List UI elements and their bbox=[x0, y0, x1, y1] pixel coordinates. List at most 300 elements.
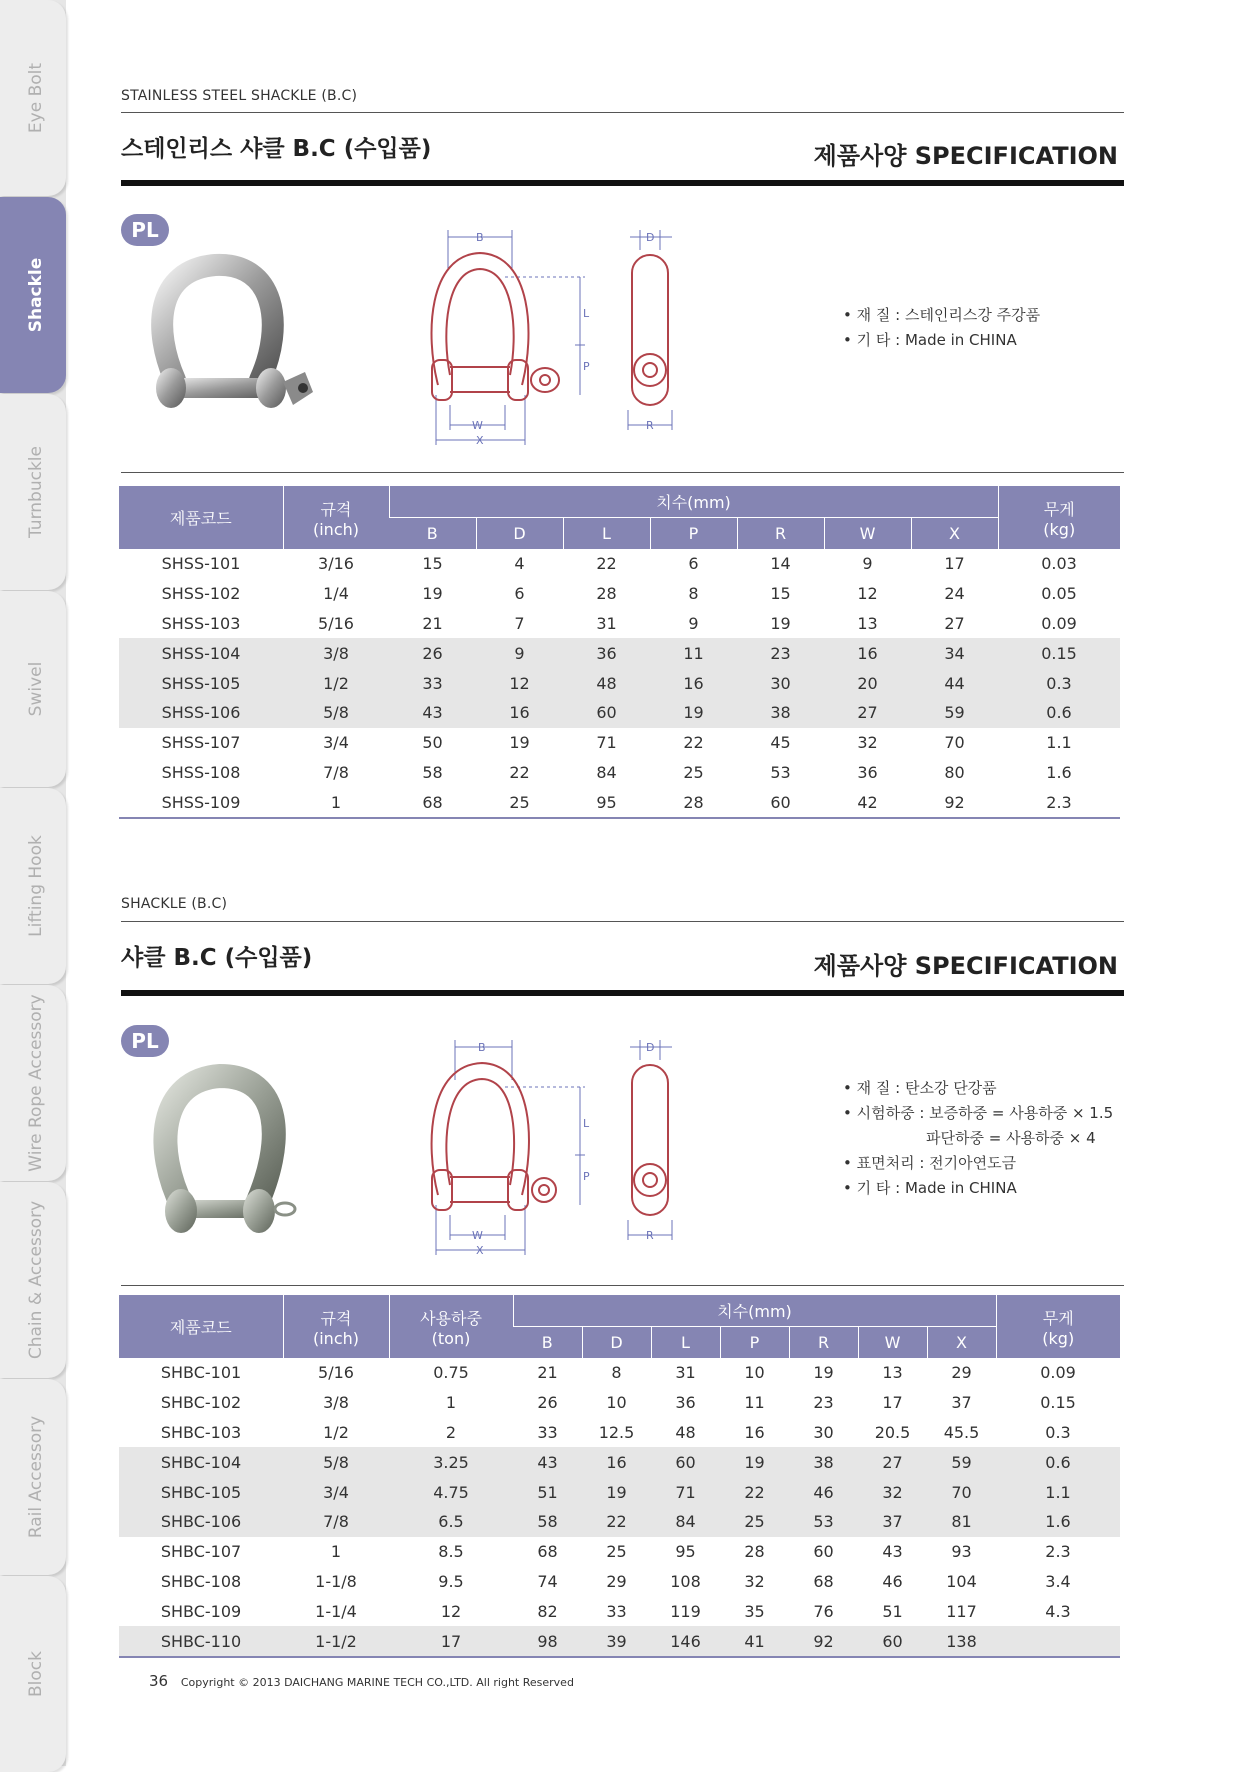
table-cell: 17 bbox=[882, 1393, 903, 1413]
table-cell: 60 bbox=[858, 1626, 927, 1657]
table-cell: 6 bbox=[688, 554, 699, 574]
table-cell: 0.09 bbox=[1040, 1363, 1076, 1383]
table-cell: 95 bbox=[675, 1542, 696, 1562]
title-underline bbox=[121, 990, 1124, 996]
table-cell: 44 bbox=[911, 668, 998, 698]
table-cell: 16 bbox=[824, 638, 911, 668]
header-code: 제품코드 bbox=[119, 1295, 283, 1358]
table-cell: 21 bbox=[422, 613, 443, 633]
product-code-cell: SHSS-101 bbox=[161, 554, 241, 574]
product-code-cell: SHBC-103 bbox=[160, 1422, 242, 1442]
table-cell: 25 bbox=[476, 787, 563, 818]
table-cell: 1.6 bbox=[996, 1507, 1120, 1537]
table-cell: 98 bbox=[513, 1626, 582, 1657]
table-cell: 35 bbox=[744, 1601, 765, 1621]
table-cell: 32 bbox=[857, 733, 878, 753]
table-cell: 82 bbox=[537, 1601, 558, 1621]
tab-label: Block bbox=[26, 1651, 46, 1697]
table-cell: 3/4 bbox=[323, 733, 349, 753]
header-d: D bbox=[476, 517, 563, 549]
sidebar-tabs bbox=[0, 0, 66, 1766]
table-cell: 28 bbox=[596, 584, 617, 604]
table-cell: 7/8 bbox=[323, 762, 349, 782]
table-cell: 20.5 bbox=[874, 1422, 911, 1442]
table-cell: 0.15 bbox=[1040, 1393, 1076, 1413]
table-cell: 45.5 bbox=[943, 1422, 980, 1442]
shackle-dimension-diagram bbox=[420, 1035, 680, 1265]
table-cell: 2 bbox=[445, 1422, 457, 1442]
table-cell bbox=[996, 1626, 1120, 1657]
tab-shackle[interactable] bbox=[0, 197, 66, 393]
table-cell: 22 bbox=[509, 762, 530, 782]
table-cell: 10 bbox=[606, 1393, 627, 1413]
tab-label: Chain & Accessory bbox=[26, 1200, 46, 1360]
table-cell: 36 bbox=[857, 762, 878, 782]
table-cell: 16 bbox=[582, 1447, 651, 1477]
table-cell: 38 bbox=[789, 1447, 858, 1477]
table-cell: 36 bbox=[563, 638, 650, 668]
dim-label-b: B bbox=[476, 231, 484, 244]
table-cell: 28 bbox=[744, 1542, 765, 1562]
table-cell: 19 bbox=[582, 1477, 651, 1507]
table-row bbox=[119, 579, 1120, 609]
table-cell: 0.3 bbox=[998, 668, 1120, 698]
table-cell: 58 bbox=[513, 1507, 582, 1537]
galvanized-shackle-image bbox=[145, 1058, 305, 1243]
table-row bbox=[119, 1388, 1120, 1418]
table-cell: 30 bbox=[737, 668, 824, 698]
tab-label: Swivel bbox=[26, 661, 46, 717]
table-cell: 12.5 bbox=[598, 1422, 635, 1442]
product-code-cell: SHSS-109 bbox=[119, 787, 283, 818]
table-cell: 28 bbox=[650, 787, 737, 818]
table-cell: 60 bbox=[813, 1542, 834, 1562]
table-cell: 19 bbox=[770, 613, 791, 633]
table-cell: 119 bbox=[670, 1601, 701, 1621]
shackle-dimension-diagram bbox=[420, 225, 680, 455]
dim-label-x: X bbox=[476, 434, 484, 447]
table-cell: 46 bbox=[882, 1571, 903, 1591]
table-cell: 6.5 bbox=[389, 1507, 513, 1537]
table-row bbox=[119, 1507, 1120, 1537]
table-cell: 16 bbox=[650, 668, 737, 698]
table-cell: 108 bbox=[670, 1571, 701, 1591]
title-underline bbox=[121, 180, 1124, 186]
divider bbox=[121, 472, 1124, 473]
dim-label-l: L bbox=[583, 1117, 590, 1130]
table-cell: 3.4 bbox=[1045, 1571, 1071, 1591]
header-b: B bbox=[513, 1326, 582, 1358]
table-cell: 33 bbox=[606, 1601, 627, 1621]
dim-label-p: P bbox=[583, 1170, 590, 1183]
table-cell: 29 bbox=[606, 1571, 627, 1591]
header-dimensions: 치수(mm) bbox=[389, 486, 998, 517]
table-cell: 1 bbox=[283, 787, 389, 818]
header-x: X bbox=[927, 1326, 996, 1358]
table-cell: 17 bbox=[944, 554, 965, 574]
table-row bbox=[119, 1477, 1120, 1507]
table-cell: 33 bbox=[389, 668, 476, 698]
spec-title: 제품사양 SPECIFICATION bbox=[813, 952, 1118, 980]
dim-label-x: X bbox=[476, 1244, 484, 1257]
table-cell: 5/8 bbox=[283, 1447, 389, 1477]
table-cell: 8 bbox=[688, 584, 699, 604]
table-cell: 68 bbox=[537, 1542, 558, 1562]
product-code-cell: SHBC-109 bbox=[160, 1601, 242, 1621]
header-size: 규격 (inch) bbox=[283, 486, 389, 549]
table-cell: 30 bbox=[813, 1422, 834, 1442]
product-code-cell: SHBC-105 bbox=[119, 1477, 283, 1507]
table-cell: 13 bbox=[882, 1363, 903, 1383]
table-row bbox=[119, 1596, 1120, 1626]
header-p: P bbox=[650, 517, 737, 549]
table-row bbox=[119, 1447, 1120, 1477]
table-cell: 34 bbox=[911, 638, 998, 668]
info-other: • 기 타 : Made in CHINA bbox=[843, 1179, 1017, 1197]
table-cell: 1.1 bbox=[996, 1477, 1120, 1507]
table-cell: 16 bbox=[744, 1422, 765, 1442]
header-w: W bbox=[858, 1326, 927, 1358]
table-cell: 33 bbox=[537, 1422, 558, 1442]
table-cell: 1-1/4 bbox=[315, 1601, 357, 1621]
table-cell: 42 bbox=[824, 787, 911, 818]
table-cell: 16 bbox=[476, 698, 563, 728]
product-code-cell: SHSS-105 bbox=[119, 668, 283, 698]
table-cell: 27 bbox=[824, 698, 911, 728]
dim-label-d: D bbox=[646, 1041, 655, 1054]
divider bbox=[121, 1285, 1124, 1286]
table-cell: 51 bbox=[882, 1601, 903, 1621]
table-cell: 19 bbox=[720, 1447, 789, 1477]
table-cell: 60 bbox=[737, 787, 824, 818]
table-cell: 0.6 bbox=[996, 1447, 1120, 1477]
table-cell: 71 bbox=[651, 1477, 720, 1507]
product-code-cell: SHSS-103 bbox=[161, 613, 241, 633]
table-cell: 4.3 bbox=[1045, 1601, 1071, 1621]
table-cell: 23 bbox=[737, 638, 824, 668]
info-breaking-load: 파단하중 = 사용하중 × 4 bbox=[926, 1129, 1096, 1147]
table-cell: 31 bbox=[596, 613, 617, 633]
table-cell: 5/16 bbox=[318, 1363, 354, 1383]
product-code-cell: SHBC-107 bbox=[160, 1542, 242, 1562]
header-weight: 무게 (kg) bbox=[996, 1295, 1120, 1358]
tab-label: Lifting Hook bbox=[26, 835, 46, 937]
product-code-cell: SHSS-104 bbox=[119, 638, 283, 668]
header-code: 제품코드 bbox=[119, 486, 283, 549]
table-cell: 27 bbox=[944, 613, 965, 633]
table-row bbox=[119, 787, 1120, 818]
section-subtitle: STAINLESS STEEL SHACKLE (B.C) bbox=[121, 88, 358, 104]
table-cell: 15 bbox=[770, 584, 791, 604]
table-cell: 29 bbox=[951, 1363, 972, 1383]
table-cell: 43 bbox=[389, 698, 476, 728]
table-cell: 43 bbox=[513, 1447, 582, 1477]
table-cell: 19 bbox=[650, 698, 737, 728]
table-cell: 1.1 bbox=[1046, 733, 1072, 753]
tab-label: Wire Rope Accessory bbox=[26, 994, 46, 1172]
table-cell: 26 bbox=[537, 1393, 558, 1413]
table-cell: 76 bbox=[813, 1601, 834, 1621]
tab-chain-accessory[interactable] bbox=[0, 1182, 66, 1378]
footer bbox=[149, 1672, 574, 1690]
copyright: Copyright © 2013 DAICHANG MARINE TECH CO.,LTD. All right Reserved bbox=[180, 1676, 574, 1689]
table-cell: 9 bbox=[476, 638, 563, 668]
header-r: R bbox=[789, 1326, 858, 1358]
table-cell: 21 bbox=[537, 1363, 558, 1383]
table-cell: 93 bbox=[951, 1542, 972, 1562]
header-size: 규격 (inch) bbox=[283, 1295, 389, 1358]
table-row bbox=[119, 638, 1120, 668]
table-row bbox=[119, 1358, 1120, 1388]
product-code-cell: SHBC-106 bbox=[119, 1507, 283, 1537]
tab-rail-accessory[interactable] bbox=[0, 1379, 66, 1575]
header-working-load: 사용하중 (ton) bbox=[389, 1295, 513, 1358]
table-row bbox=[119, 758, 1120, 788]
product-code-cell: SHSS-106 bbox=[119, 698, 283, 728]
table-cell: 26 bbox=[389, 638, 476, 668]
table-cell: 117 bbox=[946, 1601, 977, 1621]
header-r: R bbox=[737, 517, 824, 549]
table-cell: 9 bbox=[688, 613, 699, 633]
table-cell: 1 bbox=[330, 1542, 342, 1562]
table-cell: 37 bbox=[858, 1507, 927, 1537]
table-cell: 27 bbox=[858, 1447, 927, 1477]
table-cell: 45 bbox=[770, 733, 791, 753]
table-cell: 37 bbox=[951, 1393, 972, 1413]
table-cell: 31 bbox=[675, 1363, 696, 1383]
section-subtitle: SHACKLE (B.C) bbox=[121, 896, 228, 912]
tab-label: Turnbuckle bbox=[26, 446, 46, 538]
table-cell: 17 bbox=[389, 1626, 513, 1657]
tab-swivel[interactable] bbox=[0, 591, 66, 787]
table-cell: 19 bbox=[422, 584, 443, 604]
table-cell: 25 bbox=[683, 762, 704, 782]
table-cell: 24 bbox=[944, 584, 965, 604]
header-l: L bbox=[563, 517, 650, 549]
table-cell: 12 bbox=[440, 1601, 462, 1621]
dim-label-b: B bbox=[478, 1041, 486, 1054]
table-cell: 1.6 bbox=[1046, 762, 1072, 782]
table-cell: 3/8 bbox=[283, 638, 389, 668]
dim-label-l: L bbox=[583, 307, 590, 320]
table-cell: 70 bbox=[927, 1477, 996, 1507]
product-code-cell: SHBC-104 bbox=[119, 1447, 283, 1477]
table-cell: 0.15 bbox=[998, 638, 1120, 668]
header-x: X bbox=[911, 517, 998, 549]
section-title: 스테인리스 샤클 B.C (수입품) bbox=[121, 136, 432, 162]
table-cell: 50 bbox=[422, 733, 443, 753]
table-cell: 7 bbox=[514, 613, 525, 633]
table-cell: 92 bbox=[789, 1626, 858, 1657]
table-cell: 14 bbox=[770, 554, 791, 574]
table-cell: 3/16 bbox=[318, 554, 354, 574]
table-cell: 22 bbox=[596, 554, 617, 574]
table-cell: 59 bbox=[927, 1447, 996, 1477]
header-w: W bbox=[824, 517, 911, 549]
table-cell: 58 bbox=[422, 762, 443, 782]
table-cell: 41 bbox=[720, 1626, 789, 1657]
table-cell: 146 bbox=[651, 1626, 720, 1657]
table-row bbox=[119, 549, 1120, 579]
table-cell: 2.3 bbox=[998, 787, 1120, 818]
table-cell: 1/2 bbox=[323, 1422, 349, 1442]
table-cell: 68 bbox=[813, 1571, 834, 1591]
table-cell: 2.3 bbox=[1045, 1542, 1071, 1562]
info-test-load: • 시험하중 : 보증하중 = 사용하중 × 1.5 bbox=[843, 1104, 1114, 1122]
table-cell: 46 bbox=[789, 1477, 858, 1507]
info-surface: • 표면처리 : 전기아연도금 bbox=[843, 1154, 1017, 1172]
header-weight: 무게 (kg) bbox=[998, 486, 1120, 549]
table-cell: 25 bbox=[720, 1507, 789, 1537]
stainless-shackle-image bbox=[145, 250, 320, 435]
table-cell: 43 bbox=[882, 1542, 903, 1562]
table-cell: 8.5 bbox=[438, 1542, 464, 1562]
product-code-cell: SHSS-107 bbox=[161, 733, 241, 753]
tab-label: Rail Accessory bbox=[26, 1415, 46, 1539]
table-cell: 1 bbox=[445, 1393, 457, 1413]
table-cell: 13 bbox=[857, 613, 878, 633]
header-p: P bbox=[720, 1326, 789, 1358]
table-row bbox=[119, 609, 1120, 639]
table-cell: 36 bbox=[675, 1393, 696, 1413]
header-dimensions: 치수(mm) bbox=[513, 1295, 996, 1326]
header-b: B bbox=[389, 517, 476, 549]
table-cell: 0.05 bbox=[1041, 584, 1077, 604]
dim-label-w: W bbox=[472, 1229, 483, 1242]
table-cell: 4.75 bbox=[389, 1477, 513, 1507]
tab-lifting-hook[interactable] bbox=[0, 788, 66, 984]
spec-table bbox=[119, 1295, 1120, 1658]
header-l: L bbox=[651, 1326, 720, 1358]
table-cell: 1-1/8 bbox=[315, 1571, 357, 1591]
table-cell: 1-1/2 bbox=[283, 1626, 389, 1657]
table-cell: 12 bbox=[476, 668, 563, 698]
table-cell: 12 bbox=[857, 584, 878, 604]
table-cell: 32 bbox=[744, 1571, 765, 1591]
tab-label: Shackle bbox=[26, 257, 46, 333]
table-cell: 22 bbox=[582, 1507, 651, 1537]
table-cell: 53 bbox=[789, 1507, 858, 1537]
table-cell: 95 bbox=[563, 787, 650, 818]
table-cell: 9 bbox=[862, 554, 873, 574]
divider bbox=[121, 921, 1124, 922]
product-code-cell: SHSS-102 bbox=[161, 584, 241, 604]
table-cell: 20 bbox=[824, 668, 911, 698]
table-cell: 22 bbox=[683, 733, 704, 753]
page-number: 36 bbox=[149, 1672, 169, 1690]
table-cell: 19 bbox=[509, 733, 530, 753]
dim-label-r: R bbox=[646, 419, 654, 432]
table-cell: 104 bbox=[946, 1571, 977, 1591]
table-cell: 70 bbox=[944, 733, 965, 753]
table-cell: 81 bbox=[927, 1507, 996, 1537]
table-cell: 11 bbox=[650, 638, 737, 668]
divider bbox=[121, 112, 1124, 113]
table-cell: 53 bbox=[770, 762, 791, 782]
table-row bbox=[119, 728, 1120, 758]
table-cell: 59 bbox=[911, 698, 998, 728]
table-cell: 0.03 bbox=[1041, 554, 1077, 574]
tab-eye-bolt[interactable] bbox=[0, 0, 66, 196]
table-cell: 25 bbox=[606, 1542, 627, 1562]
table-cell: 6 bbox=[514, 584, 525, 604]
table-cell: 0.09 bbox=[1041, 613, 1077, 633]
table-cell: 84 bbox=[596, 762, 617, 782]
table-cell: 51 bbox=[513, 1477, 582, 1507]
product-code-cell: SHBC-102 bbox=[160, 1393, 242, 1413]
table-row bbox=[119, 698, 1120, 728]
spec-info bbox=[843, 1076, 1113, 1201]
spec-title: 제품사양 SPECIFICATION bbox=[813, 142, 1118, 170]
table-cell: 60 bbox=[563, 698, 650, 728]
table-cell: 138 bbox=[927, 1626, 996, 1657]
table-cell: 10 bbox=[744, 1363, 765, 1383]
table-cell: 3/8 bbox=[323, 1393, 349, 1413]
table-cell: 39 bbox=[582, 1626, 651, 1657]
info-material: • 재 질 : 스테인리스강 주강품 bbox=[843, 306, 1041, 324]
tab-turnbuckle[interactable] bbox=[0, 394, 66, 590]
table-cell: 11 bbox=[744, 1393, 765, 1413]
table-cell: 23 bbox=[813, 1393, 834, 1413]
table-cell: 3.25 bbox=[389, 1447, 513, 1477]
table-cell: 1/4 bbox=[323, 584, 349, 604]
table-cell: 48 bbox=[675, 1422, 696, 1442]
table-row bbox=[119, 668, 1120, 698]
table-cell: 80 bbox=[944, 762, 965, 782]
table-cell: 5/16 bbox=[318, 613, 354, 633]
table-cell: 71 bbox=[596, 733, 617, 753]
product-code-cell: SHBC-101 bbox=[160, 1363, 242, 1383]
table-cell: 74 bbox=[537, 1571, 558, 1591]
product-code-cell: SHBC-110 bbox=[119, 1626, 283, 1657]
table-cell: 84 bbox=[651, 1507, 720, 1537]
dim-label-r: R bbox=[646, 1229, 654, 1242]
tab-wire-rope-accessory[interactable] bbox=[0, 985, 66, 1181]
table-cell: 92 bbox=[911, 787, 998, 818]
dim-label-w: W bbox=[472, 419, 483, 432]
table-cell: 3/4 bbox=[283, 1477, 389, 1507]
table-cell: 5/8 bbox=[283, 698, 389, 728]
table-cell: 0.75 bbox=[433, 1363, 469, 1383]
tab-block[interactable] bbox=[0, 1576, 66, 1772]
table-cell: 68 bbox=[389, 787, 476, 818]
table-cell: 15 bbox=[422, 554, 443, 574]
info-other: • 기 타 : Made in CHINA bbox=[843, 331, 1017, 349]
table-cell: 0.6 bbox=[998, 698, 1120, 728]
dim-label-p: P bbox=[583, 360, 590, 373]
table-row bbox=[119, 1418, 1120, 1448]
table-cell: 22 bbox=[720, 1477, 789, 1507]
spec-table bbox=[119, 486, 1120, 819]
table-cell: 60 bbox=[651, 1447, 720, 1477]
header-d: D bbox=[582, 1326, 651, 1358]
info-material: • 재 질 : 탄소강 단강품 bbox=[843, 1079, 997, 1097]
table-cell: 7/8 bbox=[283, 1507, 389, 1537]
tab-label: Eye Bolt bbox=[26, 62, 46, 134]
table-row bbox=[119, 1567, 1120, 1597]
spec-info bbox=[843, 303, 1040, 353]
pl-badge: PL bbox=[121, 214, 169, 246]
table-cell: 1/2 bbox=[283, 668, 389, 698]
table-row bbox=[119, 1626, 1120, 1657]
section-title: 샤클 B.C (수입품) bbox=[121, 945, 313, 971]
table-cell: 8 bbox=[611, 1363, 622, 1383]
product-code-cell: SHSS-108 bbox=[161, 762, 241, 782]
table-cell: 9.5 bbox=[438, 1571, 464, 1591]
pl-badge: PL bbox=[121, 1025, 169, 1057]
dim-label-d: D bbox=[646, 231, 655, 244]
table-row bbox=[119, 1537, 1120, 1567]
